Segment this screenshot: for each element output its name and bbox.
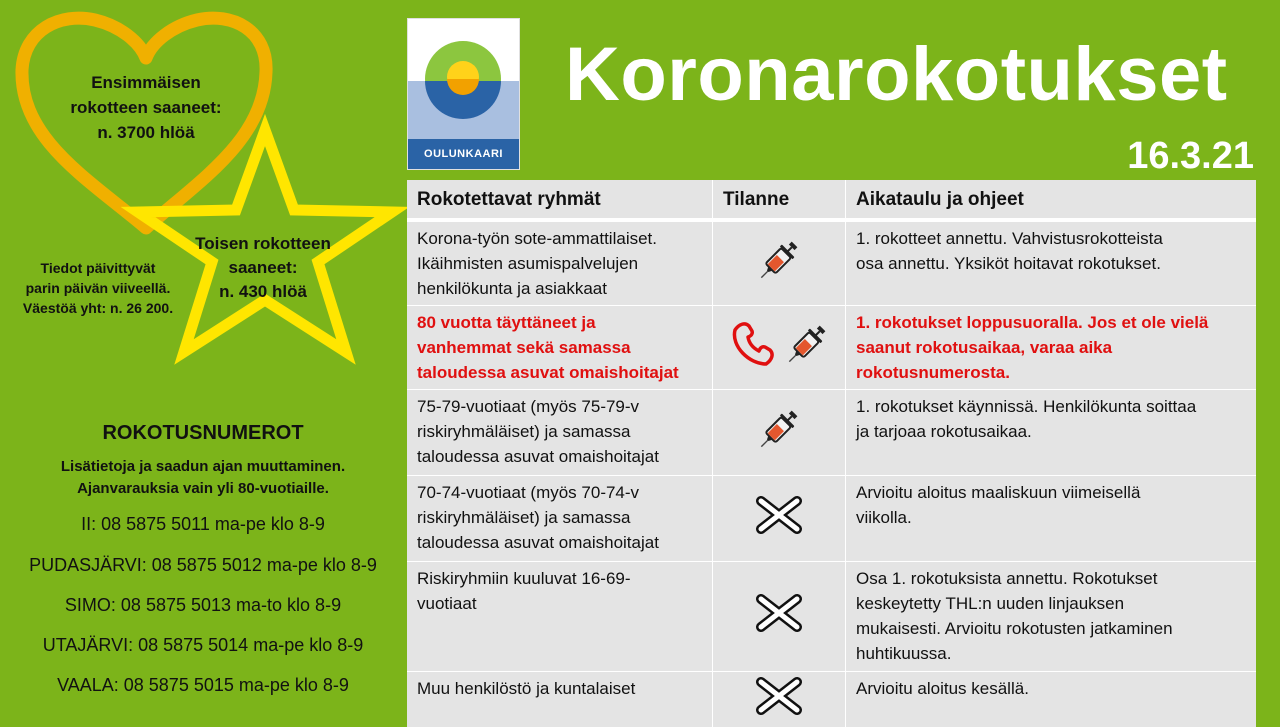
schedule-cell xyxy=(846,220,1257,306)
schedule-text: keskeytetty THL:n uuden linjauksen xyxy=(856,591,1246,616)
schedule-text: 1. rokotteet annettu. Vahvistusrokotteista xyxy=(856,226,1246,251)
page-date: 16.3.21 xyxy=(1127,134,1254,178)
rokotusnumerot-title: ROKOTUSNUMEROT xyxy=(0,422,406,445)
schedule-text: Osa 1. rokotuksista annettu. Rokotukset xyxy=(856,566,1246,591)
phone-number-ii: II: 08 5875 5011 ma-pe klo 8-9 xyxy=(0,514,406,535)
schedule-cell xyxy=(846,672,1257,727)
group-cell xyxy=(407,672,713,727)
schedule-cell xyxy=(846,306,1257,390)
table-body xyxy=(407,220,1256,727)
group-text: 80 vuotta täyttäneet ja xyxy=(417,310,702,335)
status-cell xyxy=(713,562,846,672)
rokotusnumerot-info: Lisätietoja ja saadun ajan muuttaminen. Ajanvarauksia vain yli 80-vuotiaille. xyxy=(0,456,406,500)
schedule-text: rokotusnumerosta. xyxy=(856,360,1246,385)
group-text: Korona-työn sote-ammattilaiset. xyxy=(417,226,702,251)
schedule-text: 1. rokotukset käynnissä. Henkilökunta soittaa xyxy=(856,394,1246,419)
group-cell xyxy=(407,476,713,562)
table-row xyxy=(407,672,1256,727)
logo-emblem-icon xyxy=(408,19,519,139)
status-cell xyxy=(713,306,846,390)
schedule-cell xyxy=(846,562,1257,672)
table-row xyxy=(407,306,1256,390)
group-text: taloudessa asuvat omaishoitajat xyxy=(417,360,702,385)
phone-number-vaala: VAALA: 08 5875 5015 ma-pe klo 8-9 xyxy=(0,675,406,696)
logo-label: OULUNKAARI xyxy=(408,139,519,169)
cross-icon xyxy=(755,676,803,723)
table-row xyxy=(407,562,1256,672)
group-cell xyxy=(407,562,713,672)
oulunkaari-logo xyxy=(407,18,520,170)
phone-number-pudasjarvi: PUDASJÄRVI: 08 5875 5012 ma-pe klo 8-9 xyxy=(0,555,406,576)
phone-icon xyxy=(725,316,781,379)
syringe-icon xyxy=(753,403,805,462)
schedule-text: mukaisesti. Arvioitu rokotusten jatkaminen xyxy=(856,616,1246,641)
schedule-text: Arvioitu aloitus kesällä. xyxy=(856,676,1246,701)
status-cell xyxy=(713,390,846,476)
update-note: Tiedot päivittyvät parin päivän viiveellä. Väestöä yht: n. 26 200. xyxy=(8,258,188,318)
second-dose-count: Toisen rokotteen saaneet: n. 430 hlöä xyxy=(178,232,348,304)
schedule-text: viikolla. xyxy=(856,505,1246,530)
first-dose-count: Ensimmäisen rokotteen saaneet: n. 3700 hlöä xyxy=(62,70,230,145)
group-text: riskiryhmäläiset) ja samassa xyxy=(417,419,702,444)
cross-icon xyxy=(755,495,803,542)
heart-star-decoration xyxy=(0,0,410,380)
group-text: taloudessa asuvat omaishoitajat xyxy=(417,444,702,469)
schedule-text: 1. rokotukset loppusuoralla. Jos et ole vielä xyxy=(856,310,1246,335)
cross-icon xyxy=(755,593,803,640)
syringe-icon xyxy=(753,234,805,293)
header-groups: Rokotettavat ryhmät xyxy=(407,180,713,220)
schedule-text: saanut rokotusaikaa, varaa aika xyxy=(856,335,1246,360)
status-cell xyxy=(713,476,846,562)
vaccination-table xyxy=(407,180,1256,727)
header-status: Tilanne xyxy=(713,180,846,220)
status-cell xyxy=(713,672,846,727)
status-cell xyxy=(713,220,846,306)
table-row xyxy=(407,476,1256,562)
group-text: vanhemmat sekä samassa xyxy=(417,335,702,360)
group-text: riskiryhmäläiset) ja samassa xyxy=(417,505,702,530)
schedule-cell xyxy=(846,476,1257,562)
table-row xyxy=(407,390,1256,476)
group-cell xyxy=(407,306,713,390)
table-header-row xyxy=(407,180,1256,220)
group-text: vuotiaat xyxy=(417,591,702,616)
page-title: Koronarokotukset xyxy=(565,30,1228,120)
group-text: henkilökunta ja asiakkaat xyxy=(417,276,702,301)
group-text: Muu henkilöstö ja kuntalaiset xyxy=(417,676,702,701)
group-text: Riskiryhmiin kuuluvat 16-69- xyxy=(417,566,702,591)
group-text: taloudessa asuvat omaishoitajat xyxy=(417,530,702,555)
syringe-icon xyxy=(781,318,833,377)
group-text: 75-79-vuotiaat (myös 75-79-v xyxy=(417,394,702,419)
schedule-text: huhtikuussa. xyxy=(856,641,1246,666)
group-text: Ikäihmisten asumispalvelujen xyxy=(417,251,702,276)
schedule-text: ja tarjoaa rokotusaikaa. xyxy=(856,419,1246,444)
phone-number-utajarvi: UTAJÄRVI: 08 5875 5014 ma-pe klo 8-9 xyxy=(0,635,406,656)
phone-number-simo: SIMO: 08 5875 5013 ma-to klo 8-9 xyxy=(0,595,406,616)
schedule-text: Arvioitu aloitus maaliskuun viimeisellä xyxy=(856,480,1246,505)
group-cell xyxy=(407,220,713,306)
table-row xyxy=(407,220,1256,306)
group-text: 70-74-vuotiaat (myös 70-74-v xyxy=(417,480,702,505)
group-cell xyxy=(407,390,713,476)
schedule-cell xyxy=(846,390,1257,476)
schedule-text: osa annettu. Yksiköt hoitavat rokotukset. xyxy=(856,251,1246,276)
header-schedule: Aikataulu ja ohjeet xyxy=(846,180,1257,220)
